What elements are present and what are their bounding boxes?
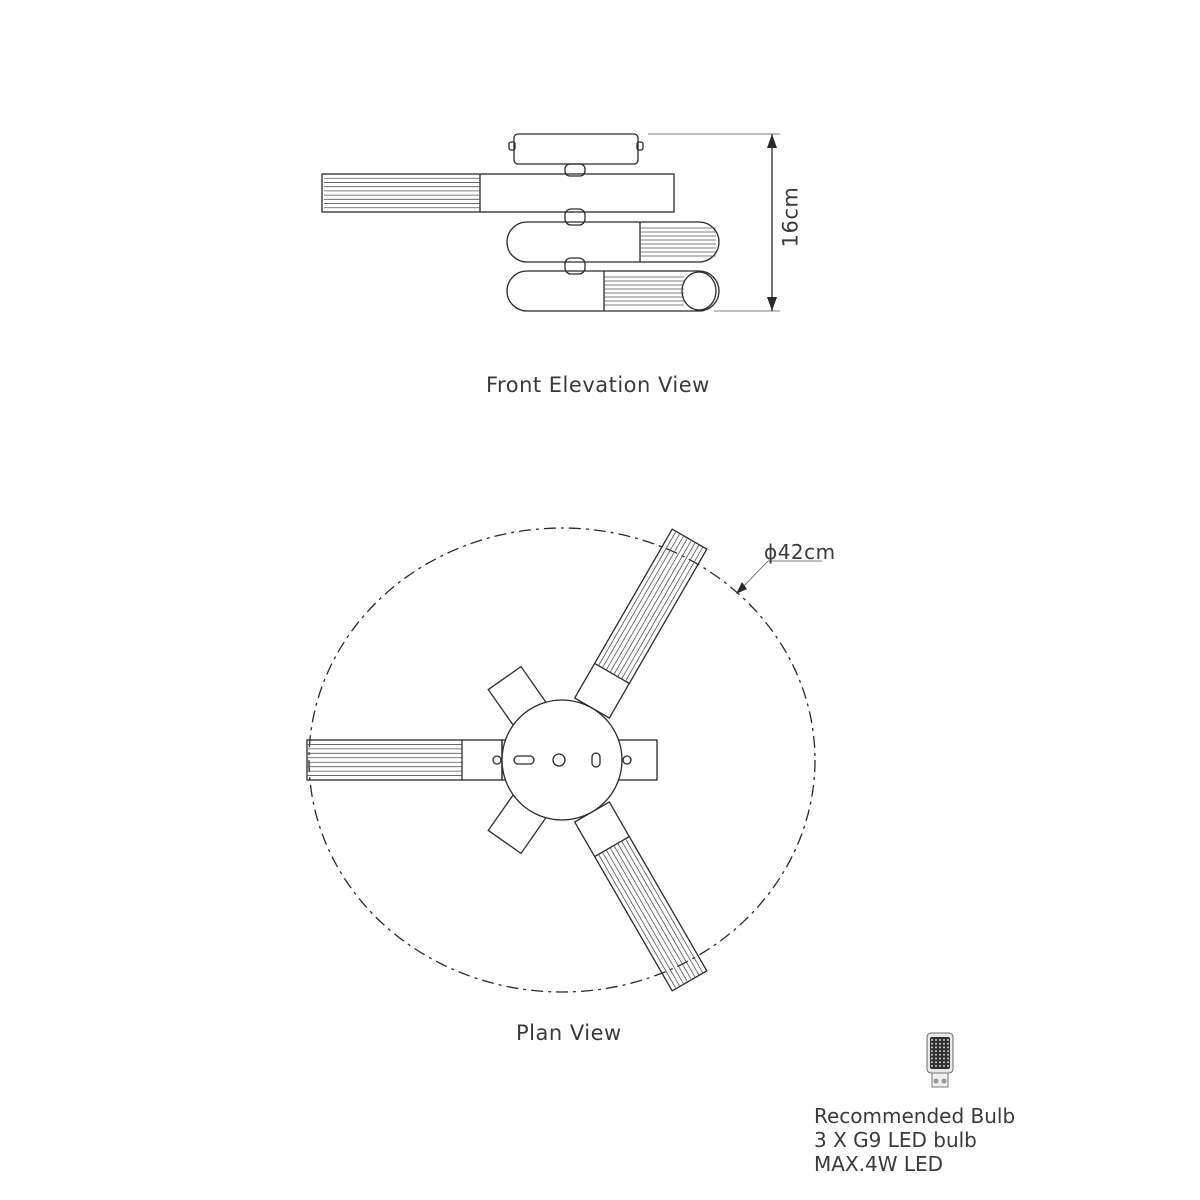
front-elevation-drawing: [322, 134, 719, 311]
arm-upper-right: [575, 529, 707, 718]
arm-lower-right: [575, 802, 707, 991]
arm-left: [307, 740, 502, 780]
diameter-dimension-label: ϕ42cm: [764, 540, 836, 564]
bulb-count-type: 3 X G9 LED bulb: [814, 1128, 977, 1152]
hub: [502, 700, 622, 820]
canopy: [514, 134, 638, 164]
front-elevation-caption: Front Elevation View: [486, 373, 710, 397]
bulb-max-wattage: MAX.4W LED: [814, 1152, 944, 1176]
g9-bulb-icon: [927, 1033, 953, 1087]
diameter-leader: [736, 561, 822, 594]
bulb-heading: Recommended Bulb: [814, 1104, 1016, 1128]
top-arm: [322, 174, 674, 212]
bulb-recommendation: [814, 1104, 1015, 1176]
plan-view-caption: Plan View: [516, 1021, 622, 1045]
plan-view-drawing: [307, 528, 815, 992]
height-dimension-label: 16cm: [778, 186, 803, 248]
